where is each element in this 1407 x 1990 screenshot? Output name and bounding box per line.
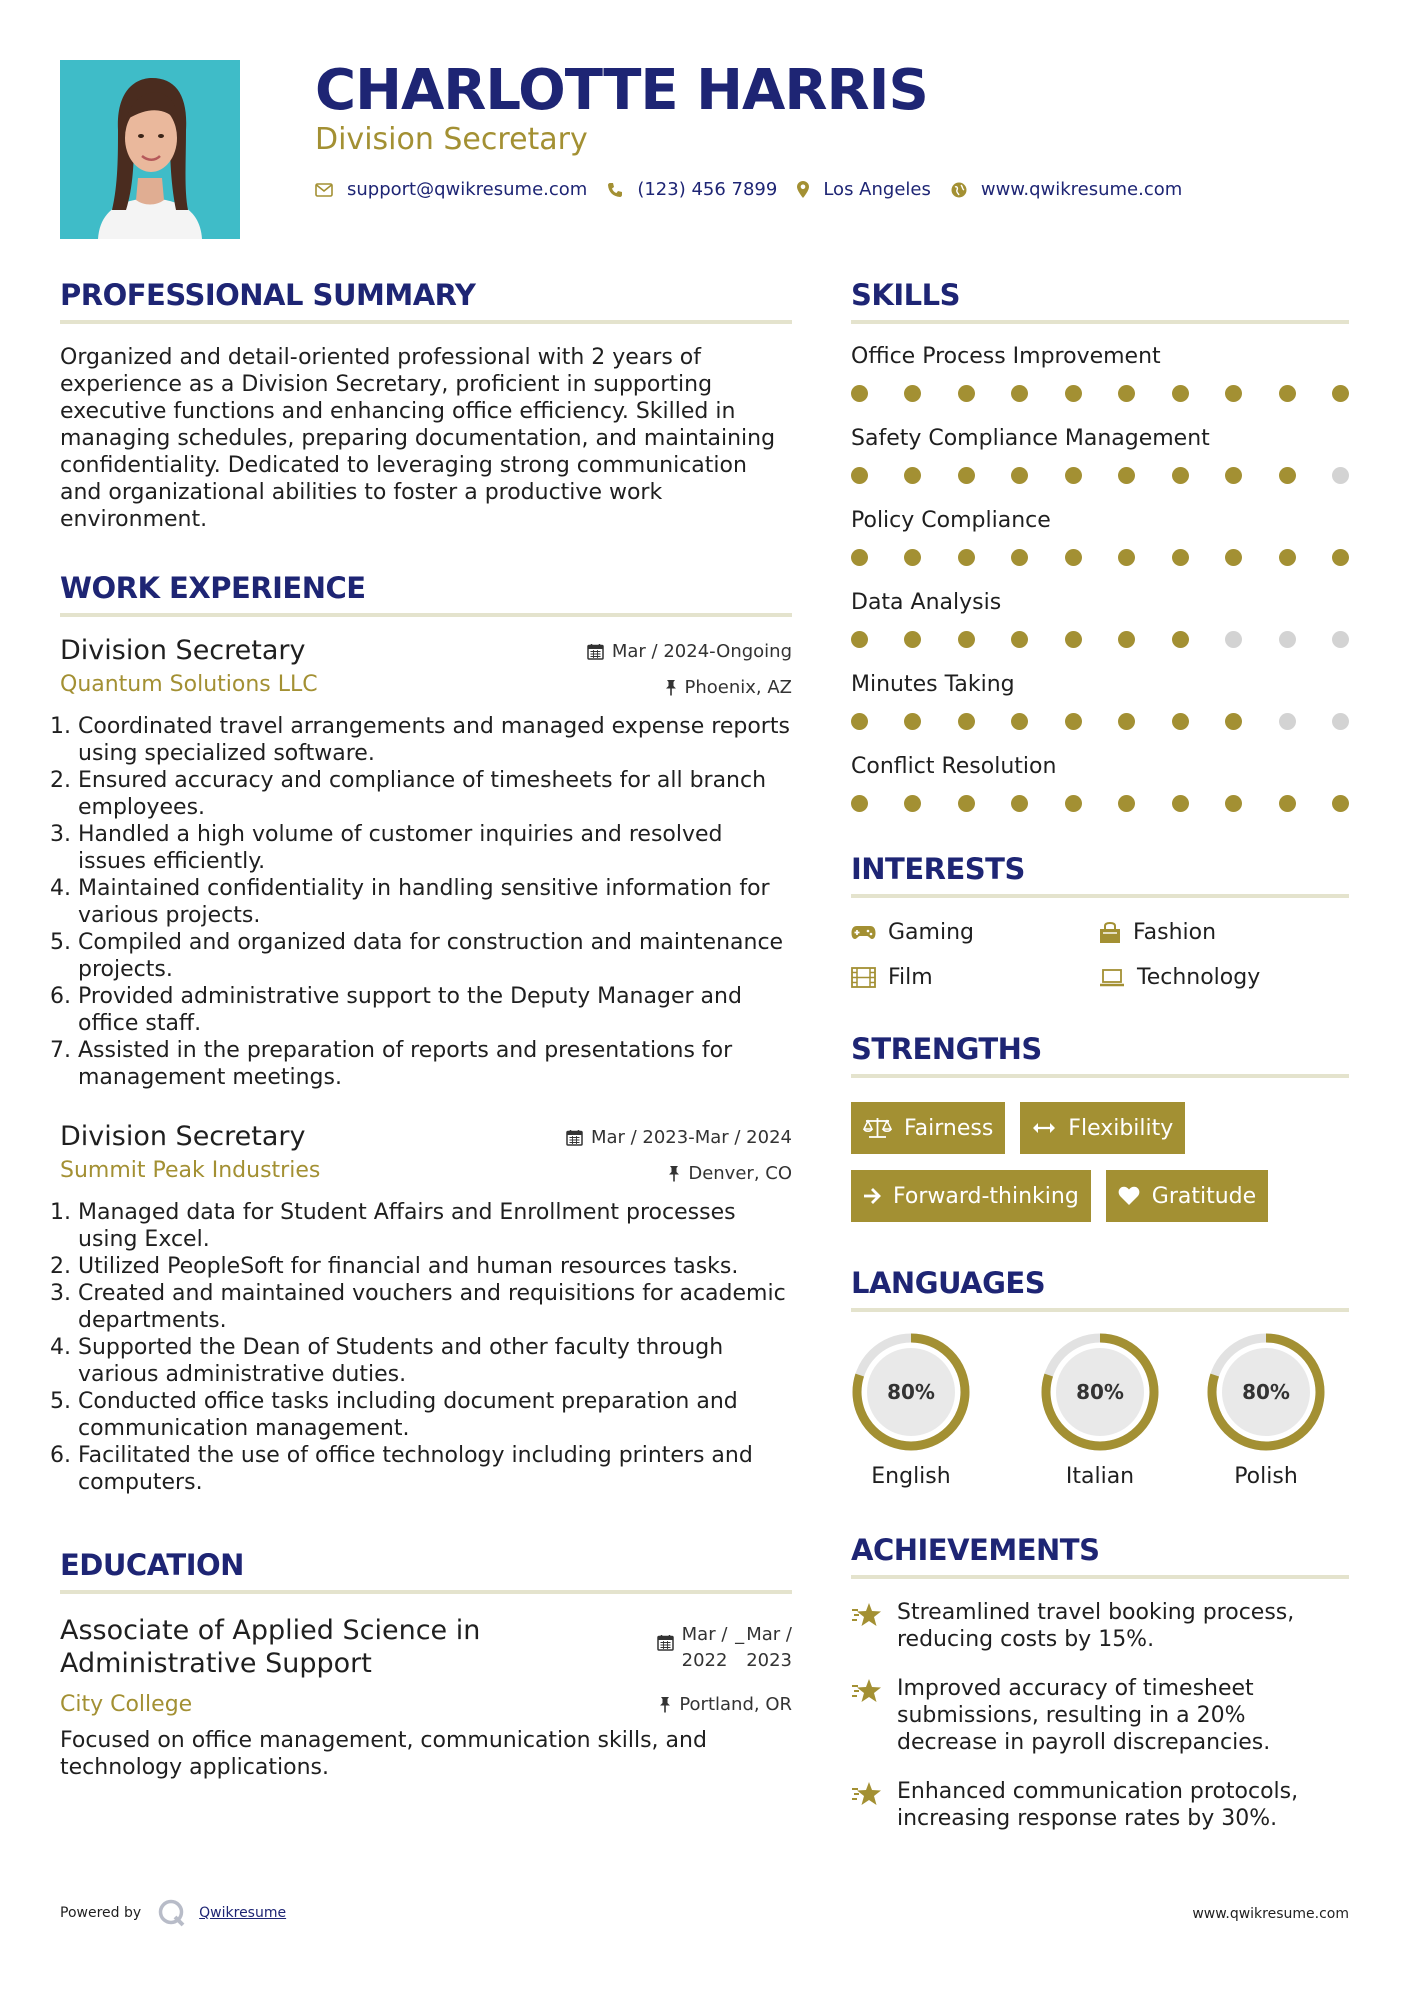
- skill-rating: [851, 549, 1349, 566]
- list-item: 4. Maintained confidentiality in handling sensitive information for various projects.: [78, 875, 792, 929]
- rating-dot: [1172, 549, 1189, 566]
- achievement-text: Streamlined travel booking process, reducing costs by 15%.: [897, 1600, 1295, 1652]
- list-item: 1. Managed data for Student Affairs and Enrollment processes using Excel.: [78, 1199, 792, 1253]
- award-star-icon: [851, 1778, 897, 1832]
- achievement-item: [851, 1675, 1349, 1756]
- skill-item: [851, 590, 1349, 648]
- skills-list: [851, 344, 1349, 812]
- rating-dot: [958, 713, 975, 730]
- language-name: Italian: [1065, 1464, 1135, 1489]
- languages-list: [851, 1332, 1349, 1489]
- rating-dot: [1332, 467, 1349, 484]
- candidate-title: Division Secretary: [315, 122, 588, 157]
- job-duties: [60, 713, 792, 1091]
- rating-dot: [1225, 631, 1242, 648]
- rating-dot: [1279, 549, 1296, 566]
- skill-item: [851, 426, 1349, 484]
- job-title: Division Secretary: [60, 1121, 306, 1152]
- interests-grid: [851, 920, 1349, 990]
- language-percent: 80%: [1076, 1380, 1124, 1404]
- achievement-text: Improved accuracy of timesheet submissions, resulting in a 20% decrease in payroll discrepancies.: [897, 1676, 1271, 1755]
- rating-dot: [1172, 795, 1189, 812]
- rating-dot: [1172, 467, 1189, 484]
- rating-dot: [1065, 713, 1082, 730]
- job-entry: [60, 635, 792, 1091]
- rating-dot: [1332, 549, 1349, 566]
- footer-powered-by: [60, 1898, 286, 1928]
- rating-dot: [1279, 631, 1296, 648]
- rating-dot: [1011, 713, 1028, 730]
- rating-dot: [1011, 385, 1028, 402]
- achievement-item: [851, 1778, 1349, 1832]
- profile-photo: [60, 60, 240, 239]
- map-marker-icon: [797, 181, 809, 198]
- skill-name: Data Analysis: [851, 590, 1002, 615]
- rating-dot: [1225, 549, 1242, 566]
- interest-label: Film: [888, 965, 933, 990]
- rating-dot: [1011, 631, 1028, 648]
- heart-icon: [1118, 1186, 1140, 1206]
- rating-dot: [1065, 631, 1082, 648]
- interest-label: Technology: [1137, 965, 1261, 990]
- summary-text: Organized and detail-oriented professional with 2 years of experience as a Division Secretary, proficient in supporting executive functions and enhancing office efficiency. Skilled in managing schedules, preparing documentation, and maintaining confidentiality. Dedicated to leveraging strong communication and organizational abilities to foster a productive work environment.: [60, 345, 776, 532]
- list-item: 2. Ensured accuracy and compliance of timesheets for all branch employees.: [78, 767, 792, 821]
- skill-name: Minutes Taking: [851, 672, 1015, 697]
- award-star-icon: [851, 1675, 897, 1756]
- skill-name: Policy Compliance: [851, 508, 1051, 533]
- list-item: 3. Handled a high volume of customer inquiries and resolved issues efficiently.: [78, 821, 792, 875]
- interest-label: Fashion: [1133, 920, 1217, 945]
- laptop-icon: [1099, 969, 1125, 987]
- interest-item: [851, 920, 1099, 945]
- rating-dot: [1332, 631, 1349, 648]
- rating-dot: [1065, 549, 1082, 566]
- rating-dot: [1118, 549, 1135, 566]
- education-dates: Mar / 2022 _ Mar / 2023: [657, 1622, 792, 1674]
- rating-dot: [1225, 795, 1242, 812]
- rating-dot: [904, 385, 921, 402]
- pushpin-icon: [668, 1165, 680, 1182]
- rating-dot: [1172, 385, 1189, 402]
- rating-dot: [958, 631, 975, 648]
- contact-bar: [315, 179, 1202, 200]
- rating-dot: [1279, 795, 1296, 812]
- list-item: 6. Provided administrative support to the Deputy Manager and office staff.: [78, 983, 792, 1037]
- rating-dot: [851, 713, 868, 730]
- rating-dot: [851, 549, 868, 566]
- experience-heading: WORK EXPERIENCE: [60, 571, 792, 617]
- strength-label: Fairness: [904, 1115, 994, 1141]
- rating-dot: [1225, 713, 1242, 730]
- job-location: [668, 1163, 792, 1184]
- job-location-text: Denver, CO: [688, 1163, 792, 1184]
- interest-item: [851, 965, 1099, 990]
- language-ring: [1206, 1332, 1326, 1452]
- phone-icon: [607, 182, 623, 198]
- rating-dot: [904, 467, 921, 484]
- rating-dot: [1065, 795, 1082, 812]
- pushpin-icon: [659, 1696, 671, 1713]
- gamepad-icon: [851, 925, 876, 940]
- rating-dot: [958, 549, 975, 566]
- job-dates-text: Mar / 2024-Ongoing: [611, 641, 792, 662]
- contact-website[interactable]: [951, 179, 1182, 200]
- skill-item: [851, 508, 1349, 566]
- rating-dot: [1011, 795, 1028, 812]
- website-text: www.qwikresume.com: [980, 179, 1183, 200]
- education-location-text: Portland, OR: [679, 1694, 792, 1715]
- arrow-right-icon: [863, 1187, 881, 1205]
- job-location: [665, 677, 793, 698]
- rating-dot: [1011, 549, 1028, 566]
- company-name: Summit Peak Industries: [60, 1158, 321, 1183]
- list-item: 1. Coordinated travel arrangements and managed expense reports using specialized software.: [78, 713, 792, 767]
- pushpin-icon: [665, 679, 677, 696]
- achievements-list: [851, 1599, 1349, 1832]
- candidate-name: CHARLOTTE HARRIS: [315, 58, 928, 123]
- rating-dot: [1065, 385, 1082, 402]
- list-item: 3. Created and maintained vouchers and requisitions for academic departments.: [78, 1280, 792, 1334]
- job-location-text: Phoenix, AZ: [684, 677, 792, 698]
- language-item: [851, 1332, 1017, 1489]
- skill-rating: [851, 467, 1349, 484]
- rating-dot: [904, 713, 921, 730]
- rating-dot: [1118, 713, 1135, 730]
- strength-tag: [851, 1170, 1091, 1222]
- rating-dot: [851, 467, 868, 484]
- rating-dot: [851, 795, 868, 812]
- rating-dot: [1118, 795, 1135, 812]
- calendar-icon: [566, 1129, 583, 1146]
- strength-tag: [1020, 1102, 1185, 1154]
- strength-label: Forward-thinking: [893, 1183, 1079, 1209]
- powered-by-text: Powered by: [60, 1905, 142, 1921]
- list-item: 5. Compiled and organized data for construction and maintenance projects.: [78, 929, 792, 983]
- rating-dot: [958, 467, 975, 484]
- achievement-text: Enhanced communication protocols, increasing response rates by 30%.: [897, 1779, 1299, 1831]
- rating-dot: [1332, 385, 1349, 402]
- contact-location: [797, 179, 931, 200]
- skill-name: Conflict Resolution: [851, 754, 1057, 779]
- globe-icon: [951, 182, 967, 198]
- list-item: 4. Supported the Dean of Students and other faculty through various administrative duties.: [78, 1334, 792, 1388]
- footer-website[interactable]: www.qwikresume.com: [1192, 1906, 1349, 1922]
- email-text: support@qwikresume.com: [347, 179, 588, 200]
- skill-name: Office Process Improvement: [851, 344, 1161, 369]
- rating-dot: [904, 795, 921, 812]
- strength-label: Flexibility: [1068, 1115, 1174, 1141]
- rating-dot: [1065, 467, 1082, 484]
- skill-rating: [851, 795, 1349, 812]
- rating-dot: [1118, 467, 1135, 484]
- rating-dot: [1332, 795, 1349, 812]
- strengths-tags: [851, 1102, 1349, 1222]
- rating-dot: [958, 385, 975, 402]
- language-percent: 80%: [1242, 1380, 1290, 1404]
- strengths-heading: STRENGTHS: [851, 1032, 1349, 1078]
- skills-heading: SKILLS: [851, 278, 1349, 324]
- rating-dot: [1172, 631, 1189, 648]
- job-dates-text: Mar / 2023-Mar / 2024: [590, 1127, 792, 1148]
- interests-heading: INTERESTS: [851, 852, 1349, 898]
- skill-rating: [851, 713, 1349, 730]
- language-item: [1183, 1332, 1349, 1489]
- language-ring: [1040, 1332, 1160, 1452]
- language-percent: 80%: [887, 1380, 935, 1404]
- film-icon: [851, 967, 876, 988]
- rating-dot: [1011, 467, 1028, 484]
- skill-name: Safety Compliance Management: [851, 426, 1210, 451]
- skill-item: [851, 672, 1349, 730]
- job-dates: [587, 641, 792, 662]
- interest-item: [1099, 965, 1349, 990]
- strength-label: Gratitude: [1151, 1183, 1257, 1209]
- rating-dot: [904, 549, 921, 566]
- strength-tag: [851, 1102, 1005, 1154]
- strength-tag: [1106, 1170, 1268, 1222]
- skill-rating: [851, 631, 1349, 648]
- skill-item: [851, 344, 1349, 402]
- job-duties: [60, 1199, 792, 1496]
- company-name: Quantum Solutions LLC: [60, 672, 318, 697]
- rating-dot: [851, 631, 868, 648]
- envelope-icon: [315, 183, 333, 197]
- award-star-icon: [851, 1599, 897, 1653]
- qwikresume-logo-icon: [157, 1898, 187, 1928]
- interest-label: Gaming: [888, 920, 974, 945]
- list-item: 5. Conducted office tasks including document preparation and communication management.: [78, 1388, 792, 1442]
- horizontal-arrows-icon: [1032, 1122, 1056, 1134]
- degree-name: Associate of Applied Science in Administrative Support: [60, 1615, 481, 1679]
- list-item: 2. Utilized PeopleSoft for financial and human resources tasks.: [78, 1253, 792, 1280]
- rating-dot: [1118, 385, 1135, 402]
- achievement-item: [851, 1599, 1349, 1653]
- language-name: Polish: [1234, 1464, 1298, 1489]
- location-text: Los Angeles: [823, 179, 931, 200]
- phone-text: (123) 456 7899: [637, 179, 778, 200]
- education-entry: [60, 1614, 792, 1781]
- rating-dot: [1118, 631, 1135, 648]
- education-heading: EDUCATION: [60, 1548, 792, 1594]
- rating-dot: [904, 631, 921, 648]
- job-title: Division Secretary: [60, 635, 306, 666]
- calendar-icon: [657, 1634, 674, 1651]
- job-dates: [566, 1127, 792, 1148]
- education-location: [659, 1694, 792, 1715]
- language-name: English: [871, 1464, 951, 1489]
- rating-dot: [1279, 467, 1296, 484]
- contact-phone[interactable]: [607, 179, 777, 200]
- school-name: City College: [60, 1692, 193, 1717]
- rating-dot: [958, 795, 975, 812]
- language-ring: [851, 1332, 971, 1452]
- rating-dot: [1332, 713, 1349, 730]
- summary-heading: PROFESSIONAL SUMMARY: [60, 278, 792, 324]
- calendar-icon: [587, 643, 604, 660]
- skill-rating: [851, 385, 1349, 402]
- rating-dot: [1225, 467, 1242, 484]
- job-entry: [60, 1121, 792, 1496]
- rating-dot: [851, 385, 868, 402]
- left-column: [60, 278, 792, 1781]
- languages-heading: LANGUAGES: [851, 1266, 1349, 1312]
- list-item: 6. Facilitated the use of office technology including printers and computers.: [78, 1442, 792, 1496]
- balance-scale-icon: [863, 1117, 892, 1139]
- list-item: 7. Assisted in the preparation of reports and presentations for management meetings.: [78, 1037, 792, 1091]
- language-item: [1017, 1332, 1183, 1489]
- interest-item: [1099, 920, 1349, 945]
- rating-dot: [1279, 385, 1296, 402]
- rating-dot: [1172, 713, 1189, 730]
- skill-item: [851, 754, 1349, 812]
- qwikresume-link[interactable]: Qwikresume: [199, 1905, 287, 1921]
- rating-dot: [1279, 713, 1296, 730]
- start-year: 2022: [681, 1650, 728, 1671]
- shopping-bag-icon: [1099, 922, 1121, 944]
- achievements-heading: ACHIEVEMENTS: [851, 1533, 1349, 1579]
- rating-dot: [1225, 385, 1242, 402]
- end-month: Mar /: [746, 1624, 792, 1645]
- end-year: 2023: [746, 1650, 792, 1671]
- start-month: Mar /: [681, 1624, 728, 1645]
- right-column: [851, 278, 1349, 1832]
- education-description: Focused on office management, communication skills, and technology applications.: [60, 1728, 707, 1780]
- contact-email[interactable]: [315, 179, 587, 200]
